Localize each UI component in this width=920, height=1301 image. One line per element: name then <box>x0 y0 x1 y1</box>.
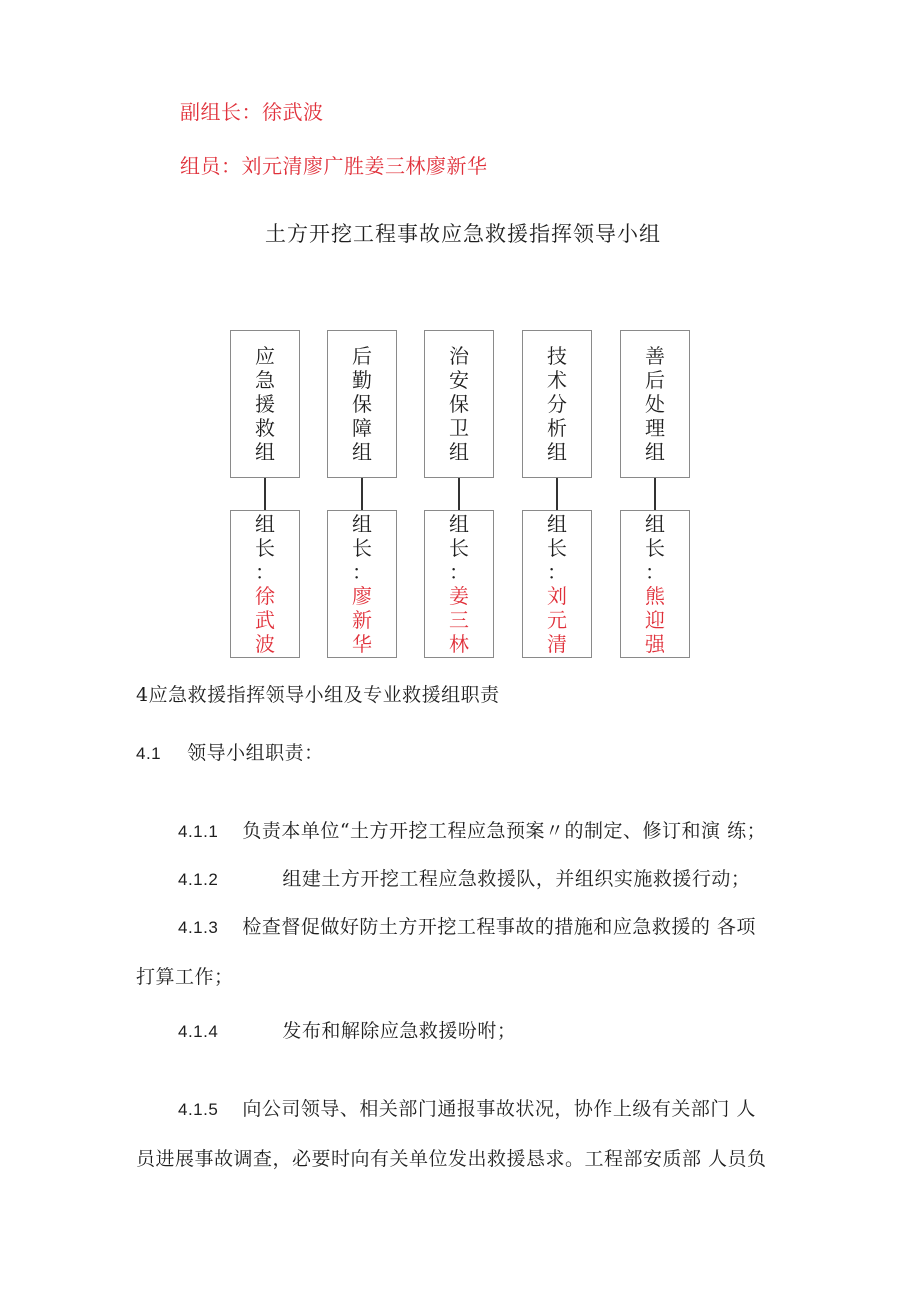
connector-line <box>264 478 266 510</box>
section-heading: 4应急救援指挥领导小组及专业救援组职责 <box>136 684 500 706</box>
group-box-logistics <box>327 330 397 478</box>
group-name-char: 后 <box>645 368 665 392</box>
list-item <box>178 864 750 891</box>
group-name-char: 析 <box>547 416 567 440</box>
group-name-char: 处 <box>645 392 665 416</box>
leader-colon: ： <box>645 560 665 584</box>
item-number: 4.1.5 <box>178 1100 219 1119</box>
connector-line <box>654 478 656 510</box>
leader-label-char: 长 <box>547 536 567 560</box>
group-name-char: 急 <box>255 368 275 392</box>
leader-label-char: 组 <box>352 512 372 536</box>
connector-line <box>361 478 363 510</box>
item-number: 4.1.2 <box>178 870 219 889</box>
item-number: 4.1.1 <box>178 822 219 841</box>
vice-leader-name: 徐武波 <box>262 100 324 124</box>
group-name-char: 保 <box>449 392 469 416</box>
group-box-aftermath <box>620 330 690 478</box>
leader-colon: ： <box>352 560 372 584</box>
group-name-char: 后 <box>352 344 372 368</box>
leader-box-aftermath <box>620 510 690 658</box>
group-box-technical <box>522 330 592 478</box>
leader-label-char: 长 <box>352 536 372 560</box>
vice-leader-line <box>180 96 324 125</box>
leader-name-char: 迎 <box>645 608 665 632</box>
group-name-char: 卫 <box>449 416 469 440</box>
list-item <box>178 1016 516 1043</box>
leader-name-char: 元 <box>547 608 567 632</box>
leader-label-char: 组 <box>255 512 275 536</box>
leader-name-char: 廖 <box>352 584 372 608</box>
members-line <box>180 150 488 179</box>
list-item <box>178 1094 756 1121</box>
leader-name-char: 徐 <box>255 584 275 608</box>
leader-box-logistics <box>327 510 397 658</box>
group-name-char: 安 <box>449 368 469 392</box>
item-text: 组建土方开挖工程应急救援队，并组织实施救援行动； <box>282 868 751 890</box>
group-name-char: 障 <box>352 416 372 440</box>
sub-heading <box>136 738 324 765</box>
group-name-char: 应 <box>255 344 275 368</box>
group-name-char: 分 <box>547 392 567 416</box>
leader-label-char: 组 <box>449 512 469 536</box>
leader-name-char: 姜 <box>449 584 469 608</box>
leader-colon: ： <box>255 560 275 584</box>
group-name-char: 援 <box>255 392 275 416</box>
group-name-char: 保 <box>352 392 372 416</box>
group-name-char: 术 <box>547 368 567 392</box>
group-name-char: 组 <box>645 440 665 464</box>
leader-colon: ： <box>449 560 469 584</box>
org-chart-title: 土方开挖工程事故应急救援指挥领导小组 <box>265 222 661 246</box>
leader-colon: ： <box>547 560 567 584</box>
leader-name-char: 三 <box>449 608 469 632</box>
group-name-char: 技 <box>547 344 567 368</box>
leader-name-char: 林 <box>449 632 469 656</box>
leader-name-char: 波 <box>255 632 275 656</box>
connector-line <box>458 478 460 510</box>
group-name-char: 救 <box>255 416 275 440</box>
leader-label-char: 长 <box>449 536 469 560</box>
leader-name-char: 刘 <box>547 584 567 608</box>
leader-name-char: 华 <box>352 632 372 656</box>
item-number: 4.1.3 <box>178 918 219 937</box>
members-names: 刘元清廖广胜姜三林廖新华 <box>241 154 488 178</box>
item-text: 检查督促做好防土方开挖工程事故的措施和应急救援的 各项 <box>242 916 756 938</box>
group-name-char: 善 <box>645 344 665 368</box>
leader-label-char: 组 <box>645 512 665 536</box>
members-label: 组员： <box>180 154 242 178</box>
group-name-char: 组 <box>547 440 567 464</box>
leader-label-char: 长 <box>255 536 275 560</box>
sub-heading-number: 4.1 <box>136 744 162 763</box>
leader-name-char: 清 <box>547 632 567 656</box>
leader-label-char: 组 <box>547 512 567 536</box>
leader-box-technical <box>522 510 592 658</box>
item-text: 负责本单位“土方开挖工程应急预案〃的制定、修订和演 练； <box>242 820 767 842</box>
list-item-continuation: 打算工作； <box>136 966 234 988</box>
group-box-security <box>424 330 494 478</box>
connector-line <box>556 478 558 510</box>
group-name-char: 组 <box>352 440 372 464</box>
list-item-continuation: 员进展事故调查，必要时向有关单位发出救援恳求。工程部安质部 人员负 <box>136 1148 767 1170</box>
vice-leader-label: 副组长： <box>180 100 262 124</box>
item-number: 4.1.4 <box>178 1022 219 1041</box>
group-name-char: 理 <box>645 416 665 440</box>
item-text: 发布和解除应急救援吩咐； <box>282 1020 517 1042</box>
group-name-char: 组 <box>449 440 469 464</box>
group-name-char: 组 <box>255 440 275 464</box>
leader-label-char: 长 <box>645 536 665 560</box>
list-item <box>178 816 766 843</box>
group-box-rescue <box>230 330 300 478</box>
leader-name-char: 新 <box>352 608 372 632</box>
sub-heading-text: 领导小组职责： <box>187 742 324 764</box>
leader-name-char: 熊 <box>645 584 665 608</box>
leader-box-rescue <box>230 510 300 658</box>
group-name-char: 治 <box>449 344 469 368</box>
leader-name-char: 强 <box>645 632 665 656</box>
item-text: 向公司领导、相关部门通报事故状况，协作上级有关部门 人 <box>242 1098 756 1120</box>
leader-name-char: 武 <box>255 608 275 632</box>
leader-box-security <box>424 510 494 658</box>
group-name-char: 勤 <box>352 368 372 392</box>
list-item <box>178 912 756 939</box>
